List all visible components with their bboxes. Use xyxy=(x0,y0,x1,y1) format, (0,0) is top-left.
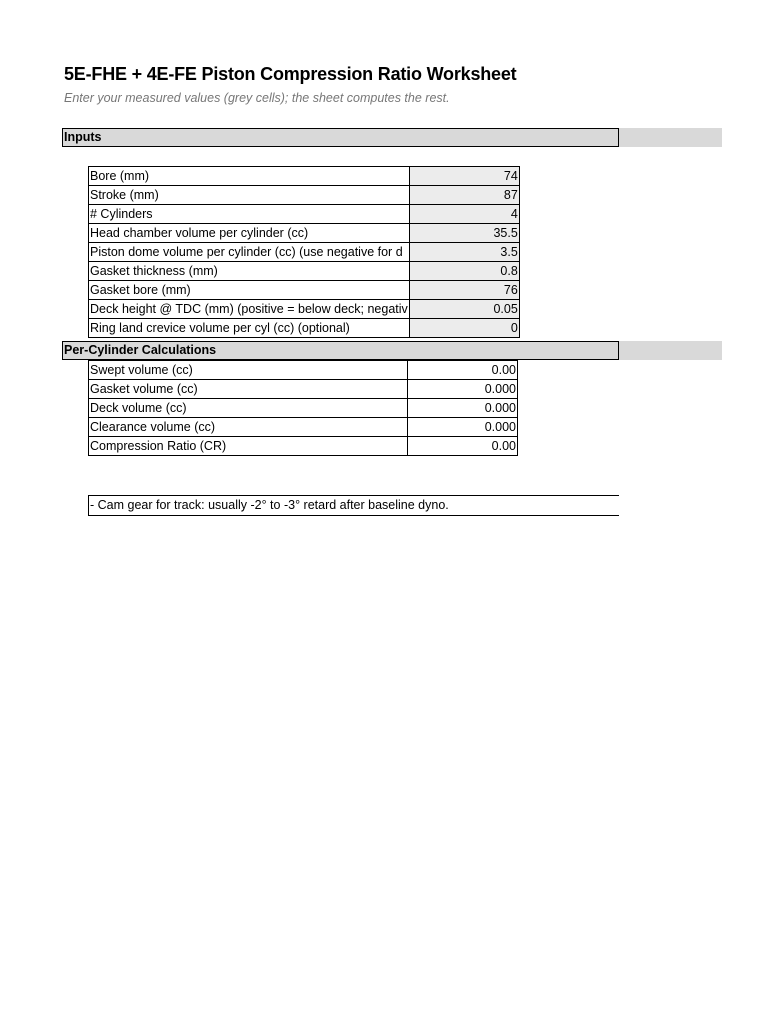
input-label-cell[interactable]: Deck height @ TDC (mm) (positive = below deck; negativ xyxy=(89,300,410,319)
table-row xyxy=(89,281,520,300)
calc-value-cell[interactable]: 0.000 xyxy=(408,418,518,437)
calc-value-cell[interactable]: 0.000 xyxy=(408,380,518,399)
calc-value-cell[interactable]: 0.00 xyxy=(408,437,518,456)
input-value-cell[interactable]: 3.5 xyxy=(409,243,519,262)
calculations-section-header[interactable]: Per-Cylinder Calculations xyxy=(62,341,619,360)
table-row xyxy=(89,319,520,338)
input-label-cell[interactable]: Stroke (mm) xyxy=(89,186,410,205)
table-row xyxy=(89,167,520,186)
input-value-cell[interactable]: 76 xyxy=(409,281,519,300)
input-value-cell[interactable]: 4 xyxy=(409,205,519,224)
calc-value-cell[interactable]: 0.000 xyxy=(408,399,518,418)
worksheet-subtitle: Enter your measured values (grey cells); the sheet computes the rest. xyxy=(64,91,450,105)
worksheet-title: 5E-FHE + 4E-FE Piston Compression Ratio Worksheet xyxy=(64,64,517,84)
table-row xyxy=(89,205,520,224)
table-row xyxy=(89,437,518,456)
inputs-section-header[interactable]: Inputs xyxy=(62,128,619,147)
table-row xyxy=(89,418,518,437)
input-label-cell[interactable]: Gasket thickness (mm) xyxy=(89,262,410,281)
input-value-cell[interactable]: 0 xyxy=(409,319,519,338)
calculations-table xyxy=(88,360,518,456)
table-row xyxy=(89,399,518,418)
calc-label-cell[interactable]: Compression Ratio (CR) xyxy=(89,437,408,456)
table-row xyxy=(89,224,520,243)
input-value-cell[interactable]: 35.5 xyxy=(409,224,519,243)
input-label-cell[interactable]: Gasket bore (mm) xyxy=(89,281,410,300)
calc-label-cell[interactable]: Gasket volume (cc) xyxy=(89,380,408,399)
notes-cell[interactable]: - Cam gear for track: usually -2° to -3° retard after baseline dyno. xyxy=(88,495,619,516)
table-row xyxy=(89,243,520,262)
input-label-cell[interactable]: Piston dome volume per cylinder (cc) (use negative for d xyxy=(89,243,410,262)
table-row xyxy=(89,262,520,281)
table-row xyxy=(89,380,518,399)
table-row xyxy=(89,186,520,205)
inputs-table xyxy=(88,166,520,338)
input-label-cell[interactable]: Bore (mm) xyxy=(89,167,410,186)
input-label-cell[interactable]: Ring land crevice volume per cyl (cc) (optional) xyxy=(89,319,410,338)
input-value-cell[interactable]: 87 xyxy=(409,186,519,205)
table-row xyxy=(89,361,518,380)
calc-label-cell[interactable]: Clearance volume (cc) xyxy=(89,418,408,437)
calc-value-cell[interactable]: 0.00 xyxy=(408,361,518,380)
input-label-cell[interactable]: Head chamber volume per cylinder (cc) xyxy=(89,224,410,243)
input-value-cell[interactable]: 0.05 xyxy=(409,300,519,319)
input-value-cell[interactable]: 0.8 xyxy=(409,262,519,281)
table-row xyxy=(89,300,520,319)
calc-label-cell[interactable]: Deck volume (cc) xyxy=(89,399,408,418)
input-value-cell[interactable]: 74 xyxy=(409,167,519,186)
input-label-cell[interactable]: # Cylinders xyxy=(89,205,410,224)
calc-label-cell[interactable]: Swept volume (cc) xyxy=(89,361,408,380)
